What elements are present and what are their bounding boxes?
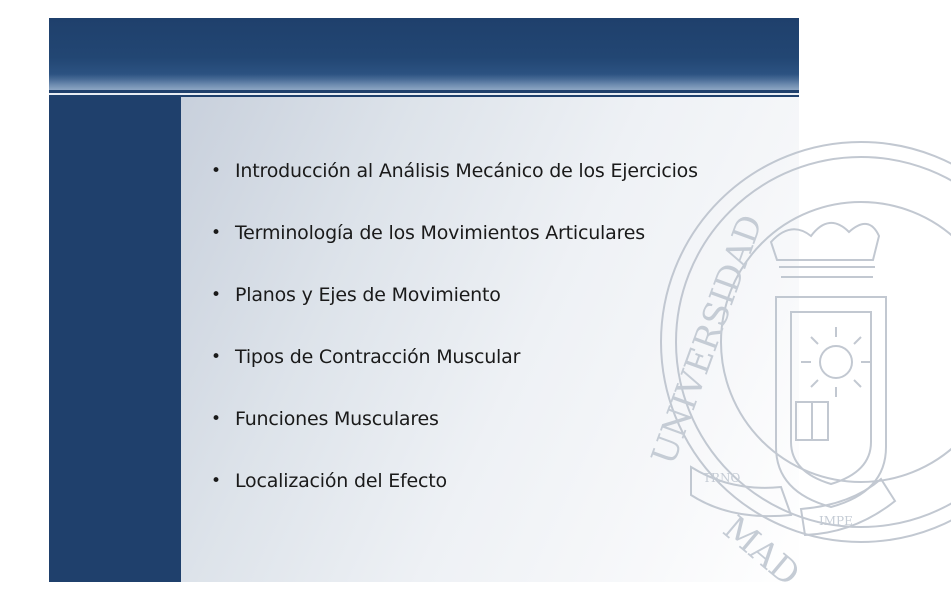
content-panel <box>181 97 853 595</box>
bullet-item <box>211 469 698 531</box>
bullet-dot: • <box>211 409 221 429</box>
seal-sun <box>820 346 852 378</box>
bullet-dot: • <box>211 471 221 491</box>
bullet-item <box>211 345 698 407</box>
bullet-text: Tipos de Contracción Muscular <box>235 346 521 368</box>
bullet-text: Planos y Ejes de Movimiento <box>235 284 501 306</box>
seal-shield-shape <box>776 297 886 507</box>
slide <box>49 18 853 595</box>
bullet-text: Localización del Efecto <box>235 470 447 492</box>
bullet-item <box>211 221 698 283</box>
seal-text-bottom: MAD <box>715 508 808 595</box>
bullet-dot: • <box>211 161 221 181</box>
seal-crown-shape <box>771 223 879 260</box>
bullet-text: Introducción al Análisis Mecánico de los Ejercicios <box>235 160 698 182</box>
bullet-item <box>211 159 698 221</box>
seal-sun-rays <box>801 327 871 397</box>
bullet-list <box>211 159 698 531</box>
bullet-text: Funciones Musculares <box>235 408 439 430</box>
bullet-text: Terminología de los Movimientos Articulares <box>235 222 645 244</box>
bullet-item <box>211 283 698 345</box>
seal-ribbon-text-right: IMPE <box>819 514 853 528</box>
seal-crown-band <box>779 267 875 277</box>
bullet-item <box>211 407 698 469</box>
seal-ribbon-text-left: TRNO <box>703 471 741 485</box>
left-sidebar-bar <box>49 97 181 582</box>
bullet-dot: • <box>211 347 221 367</box>
seal-text-left: UNIVERSIDAD <box>643 209 772 471</box>
bullet-dot: • <box>211 285 221 305</box>
bullet-dot: • <box>211 223 221 243</box>
